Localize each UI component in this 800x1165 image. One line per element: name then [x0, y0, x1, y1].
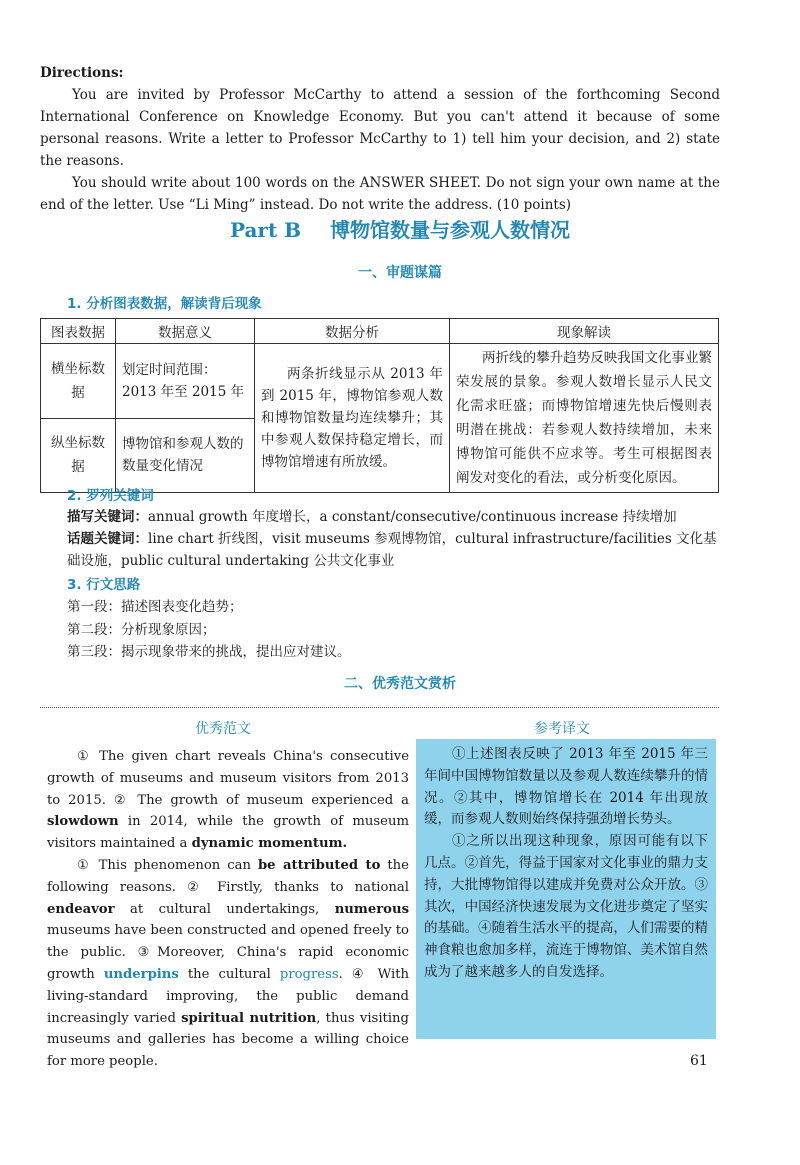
- keyword: progress: [279, 966, 339, 982]
- directions-paragraph-1: You are invited by Professor McCarthy to attend a session of the forthcoming Second International Conference on Knowledge Economy. But you can't attend it because of some personal reasons. Write a letter to Professor McCarthy to 1) tell him your decision, and 2) state the reasons.: [40, 87, 720, 169]
- analysis-table: [40, 318, 719, 493]
- directions-heading: Directions:: [40, 65, 124, 81]
- list-item: 第一段：描述图表变化趋势；: [67, 599, 243, 615]
- subsection-1-title: 1. 分析图表数据，解读背后现象: [67, 296, 262, 312]
- essay-paragraph-1: ① The given chart reveals China's consecutive growth of museums and museum visitors from 2013 to 2015. ② The growth of museum experienced a slowdown in 2014, while the growth of museum visitors maintained a dynamic momentum.: [47, 749, 409, 852]
- directions: [40, 62, 720, 216]
- table-header-cell: 数据意义: [116, 319, 255, 344]
- y-axis-cell: 纵坐标数据: [41, 418, 116, 493]
- table-header-cell: 图表数据: [41, 319, 116, 344]
- translation-title: 参考译文: [534, 721, 590, 737]
- description-keywords-label: 描写关键词：: [67, 509, 148, 525]
- translation-paragraph-1: ①上述图表反映了 2013 年至 2015 年三年间中国博物馆数量以及参观人数连续攀升的情况。②其中，博物馆增长在 2014 年出现放缓，而参观人数则始终保持强劲增长势头。: [424, 746, 708, 828]
- topic-keywords-label: 话题关键词：: [67, 531, 148, 547]
- topic-keywords: [67, 528, 727, 572]
- section-2-title: 二、优秀范文赏析: [344, 676, 456, 692]
- writing-outline: [67, 596, 351, 664]
- sample-essay: [47, 746, 409, 1073]
- translation-paragraph-2: ①之所以出现这种现象，原因可能有以下几点。②首先，得益于国家对文化事业的鼎力支持，大批博物馆得以建成并免费对公众开放。③其次，中国经济快速发展为文化进步奠定了坚实的基础。④随着生活水平的提高，人们需要的精神食粮也愈加多样，流连于博物馆、美术馆自然成为了越来越多人的自发选择。: [424, 833, 708, 980]
- part-b-heading: 博物馆数量与参观人数情况: [330, 218, 571, 242]
- description-keywords-text: annual growth 年度增长，a constant/consecutive/continuous increase 持续增加: [148, 509, 677, 525]
- divider: [40, 707, 719, 708]
- keyword: be attributed to: [257, 857, 381, 873]
- subsection-2-title: 2. 罗列关键词: [67, 488, 154, 504]
- description-keywords: [67, 506, 727, 528]
- directions-paragraph-2: You should write about 100 words on the ANSWER SHEET. Do not sign your own name at the end of the letter. Use “Li Ming” instead. Do not write the address. (10 points): [40, 175, 720, 213]
- essay-title: 优秀范文: [195, 721, 251, 737]
- list-item: 第三段：揭示现象带来的挑战，提出应对建议。: [67, 644, 351, 660]
- table-header-row: [41, 319, 719, 344]
- keyword: spiritual nutrition: [181, 1010, 317, 1026]
- essay-paragraph-2: ① This phenomenon can be attributed to the following reasons. ② Firstly, thanks to national endeavor at cultural undertakings, numerous museums have been constructed and opened freely to the public. ③Moreover, China's rapid economic growth underpins the cultural progress. ④ With living-standard improving, the public demand increasingly varied spiritual nutrition, thus visiting museums and galleries has become a willing choice for more people.: [47, 857, 409, 1070]
- x-axis-cell: 横坐标数据: [41, 344, 116, 419]
- table-header-cell: 数据分析: [255, 319, 450, 344]
- y-axis-meaning-cell: 博物馆和参观人数的数量变化情况: [116, 418, 255, 493]
- keyword: endeavor: [47, 901, 115, 917]
- interpretation-cell: 两折线的攀升趋势反映我国文化事业繁荣发展的景象。参观人数增长显示人民文化需求旺盛；而博物馆增速先快后慢则表明潜在挑战：若参观人数持续增加，未来博物馆可能供不应求等。考生可根据图表阐发对变化的看法，或分析变化原因。: [450, 344, 719, 493]
- page-number: 61: [690, 1053, 708, 1069]
- table-header-cell: 现象解读: [450, 319, 719, 344]
- list-item: 第二段：分析现象原因；: [67, 621, 216, 638]
- subsection-3-title: 3. 行文思路: [67, 577, 141, 593]
- part-b-title: [0, 214, 800, 243]
- keyword: dynamic momentum.: [191, 836, 348, 852]
- keyword: slowdown: [47, 814, 119, 830]
- topic-keywords-text: line chart 折线图，visit museums 参观博物馆，cultural infrastructure/facilities 文化基础设施，public cultural undertaking 公共文化事业: [67, 531, 717, 569]
- keyword: underpins: [103, 966, 179, 982]
- part-b-label: Part B: [229, 218, 302, 242]
- section-1-title: 一、审题谋篇: [358, 265, 442, 281]
- x-axis-meaning-cell: 划定时间范围：2013 年至 2015 年: [116, 344, 255, 419]
- keyword: numerous: [334, 901, 409, 917]
- table-row: [41, 344, 719, 419]
- reference-translation: [416, 739, 716, 1039]
- data-analysis-cell: 两条折线显示从 2013 年到 2015 年，博物馆参观人数和博物馆数量均连续攀升；其中参观人数保持稳定增长，而博物馆增速有所放缓。: [255, 344, 450, 493]
